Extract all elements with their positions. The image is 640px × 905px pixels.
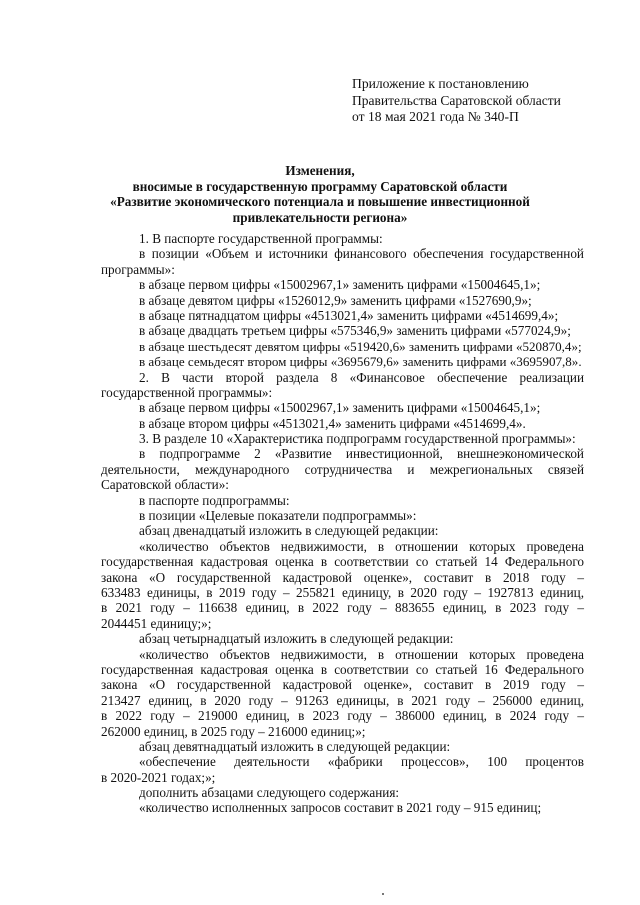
body-line: закона «О государственной кадастровой оценке», составит в 2018 году – <box>101 569 584 585</box>
body-line: 633483 единицы, в 2019 году – 255821 единицу, в 2020 году – 1927813 единиц, <box>101 584 584 600</box>
body-line: в абзаце двадцать третьем цифры «575346,9» заменить цифрами «577024,9»; <box>139 323 571 339</box>
body-line: в абзаце первом цифры «15002967,1» заменить цифрами «15004645,1»; <box>139 400 541 416</box>
body-line: государственной программы»: <box>101 384 273 400</box>
body-line: 262000 единиц, в 2025 году – 216000 единиц;»; <box>101 723 366 739</box>
body-line: «количество объектов недвижимости, в отношении которых проведена <box>139 646 584 662</box>
body-line: в 2021 году – 116638 единиц, в 2022 году – 883655 единиц, в 2023 году – <box>101 600 584 616</box>
body-line: 2. В части второй раздела 8 «Финансовое обеспечение реализации <box>139 369 584 385</box>
body-line: абзац девятнадцатый изложить в следующей редакции: <box>139 738 451 754</box>
body-line: Саратовской области»: <box>101 477 229 493</box>
appendix-line: от 18 мая 2021 года № 340-П <box>352 109 519 124</box>
body-line: программы»: <box>101 261 175 277</box>
body-line: в абзаце втором цифры «4513021,4» заменить цифрами «4514699,4». <box>139 415 526 431</box>
body-line: в 2020-2021 годах;»; <box>101 769 216 785</box>
title-line: Изменения, <box>285 163 355 178</box>
appendix-note <box>352 76 561 126</box>
body-line: абзац двенадцатый изложить в следующей редакции: <box>139 523 439 539</box>
body-line: в абзаце семьдесят втором цифры «3695679,6» заменить цифрами «3695907,8». <box>139 354 582 370</box>
body-line: в абзаце девятом цифры «1526012,9» заменить цифрами «1527690,9»; <box>139 292 532 308</box>
body-line: 213427 единиц, в 2020 году – 91263 единицы, в 2021 году – 256000 единиц, <box>101 692 584 708</box>
appendix-line: Приложение к постановлению <box>352 76 529 91</box>
body-line: деятельности, международного сотрудничества и межрегиональных связей <box>101 461 584 477</box>
body-line: 3. В разделе 10 «Характеристика подпрограмм государственной программы»: <box>139 431 576 447</box>
body-line: государственная кадастровая оценка в соответствии со статьей 16 Федерального <box>101 661 584 677</box>
title-line: вносимые в государственную программу Саратовской области <box>132 178 508 194</box>
body-line: в подпрограмме 2 «Развитие инвестиционной, внешнеэкономической <box>139 446 584 462</box>
body-line: «количество объектов недвижимости, в отношении которых проведена <box>139 538 584 554</box>
body-line: в абзаце шестьдесят девятом цифры «519420,6» заменить цифрами «520870,4»; <box>139 338 582 354</box>
body-line: в паспорте подпрограммы: <box>139 492 290 508</box>
body-line: в позиции «Целевые показатели подпрограммы»: <box>139 508 417 524</box>
body-line: дополнить абзацами следующего содержания: <box>139 785 400 801</box>
body-line: «количество исполненных запросов составит в 2021 году – 915 единиц; <box>139 800 542 816</box>
body-line: в абзаце первом цифры «15002967,1» заменить цифрами «15004645,1»; <box>139 277 541 293</box>
scan-speck <box>382 893 384 895</box>
body-line: в абзаце пятнадцатом цифры «4513021,4» заменить цифрами «4514699,4»; <box>139 307 559 323</box>
body-line: «обеспечение деятельности «фабрики процессов», 100 процентов <box>139 754 584 770</box>
body-line: в 2022 году – 219000 единиц, в 2023 году – 386000 единиц, в 2024 году – <box>101 708 584 724</box>
body-line: 1. В паспорте государственной программы: <box>139 231 383 246</box>
body-line: абзац четырнадцатый изложить в следующей редакции: <box>139 631 454 647</box>
body-line: закона «О государственной кадастровой оценке», составит в 2019 году – <box>101 677 584 693</box>
document-body <box>101 231 584 816</box>
title-line: «Развитие экономического потенциала и повышение инвестиционной <box>110 194 530 210</box>
body-line: 2044451 единицу;»; <box>101 615 212 631</box>
body-line: в позиции «Объем и источники финансового обеспечения государственной <box>139 246 584 262</box>
title-line: привлекательности региона» <box>232 209 408 225</box>
body-line: государственная кадастровая оценка в соответствии со статьей 14 Федерального <box>101 554 584 570</box>
document-title <box>0 163 640 225</box>
appendix-line: Правительства Саратовской области <box>352 92 561 108</box>
